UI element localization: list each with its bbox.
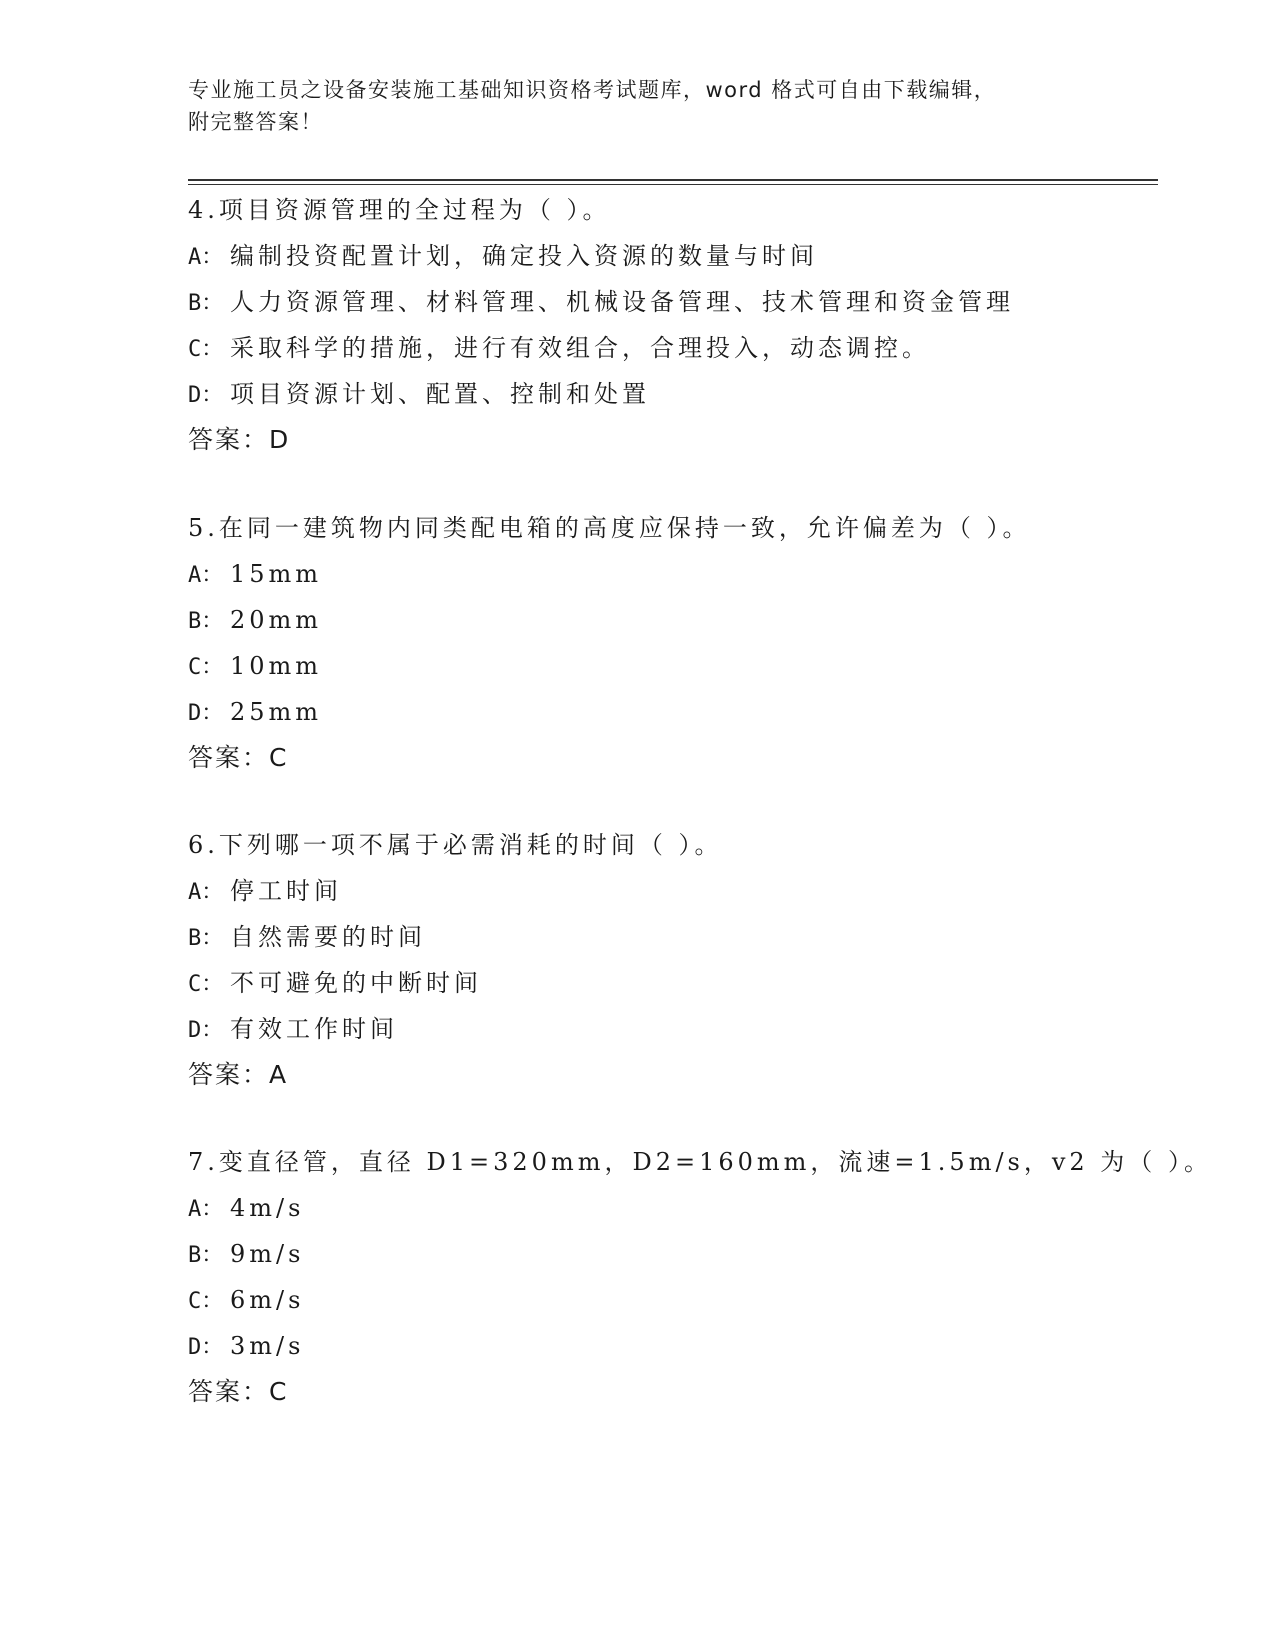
- option-c: [188, 643, 1188, 689]
- option-a: [188, 868, 1188, 914]
- option-letter: B：: [188, 926, 224, 951]
- option-letter: B：: [188, 1243, 224, 1268]
- answer: 答案：A: [188, 1060, 289, 1089]
- option-text: 25mm: [230, 698, 323, 726]
- option-text: 自然需要的时间: [230, 923, 426, 951]
- option-text: 10mm: [230, 652, 323, 680]
- option-letter: C：: [188, 972, 224, 997]
- option-letter: A：: [188, 1197, 224, 1222]
- option-b: [188, 597, 1188, 643]
- option-b: [188, 914, 1188, 960]
- option-d: [188, 689, 1188, 735]
- header-line-2: 附完整答案！: [188, 110, 323, 134]
- option-c: [188, 325, 1188, 371]
- option-a: [188, 551, 1188, 597]
- option-letter: C：: [188, 1289, 224, 1314]
- answer: 答案：C: [188, 1377, 289, 1406]
- question-stem: 4.项目资源管理的全过程为（ ）。: [188, 196, 611, 224]
- option-letter: D：: [188, 701, 224, 726]
- option-text: 20mm: [230, 606, 323, 634]
- option-text: 9m/s: [230, 1240, 305, 1268]
- option-letter: D：: [188, 383, 224, 408]
- option-d: [188, 1006, 1188, 1052]
- question-6: [188, 822, 1188, 1098]
- question-stem: 6.下列哪一项不属于必需消耗的时间（ ）。: [188, 831, 723, 859]
- header-line-1: 专业施工员之设备安装施工基础知识资格考试题库，word 格式可自由下载编辑，: [188, 78, 997, 102]
- answer: 答案：C: [188, 743, 289, 772]
- option-b: [188, 1231, 1188, 1277]
- question-stem: 7.变直径管，直径 D1=320mm，D2=160mm，流速=1.5m/s，v2 为（ ）。: [188, 1148, 1212, 1176]
- option-text: 6m/s: [230, 1286, 305, 1314]
- header-divider: [188, 179, 1158, 185]
- option-letter: D：: [188, 1335, 224, 1360]
- option-text: 人力资源管理、材料管理、机械设备管理、技术管理和资金管理: [230, 288, 1014, 316]
- option-text: 不可避免的中断时间: [230, 969, 482, 997]
- option-c: [188, 960, 1188, 1006]
- option-text: 15mm: [230, 560, 323, 588]
- option-a: [188, 233, 1188, 279]
- option-letter: B：: [188, 291, 224, 316]
- question-5: [188, 505, 1188, 781]
- option-letter: A：: [188, 563, 224, 588]
- option-letter: A：: [188, 245, 224, 270]
- option-text: 4m/s: [230, 1194, 305, 1222]
- question-7: [188, 1139, 1212, 1415]
- option-text: 编制投资配置计划，确定投入资源的数量与时间: [230, 242, 818, 270]
- option-c: [188, 1277, 1188, 1323]
- answer: 答案：D: [188, 425, 291, 454]
- option-d: [188, 1323, 1188, 1369]
- option-letter: C：: [188, 655, 224, 680]
- option-text: 停工时间: [230, 877, 342, 905]
- option-letter: C：: [188, 337, 224, 362]
- option-b: [188, 279, 1188, 325]
- option-text: 采取科学的措施，进行有效组合，合理投入，动态调控。: [230, 334, 930, 362]
- option-text: 3m/s: [230, 1332, 305, 1360]
- option-letter: B：: [188, 609, 224, 634]
- option-letter: D：: [188, 1018, 224, 1043]
- question-4: [188, 187, 1188, 463]
- option-text: 项目资源计划、配置、控制和处置: [230, 380, 650, 408]
- question-stem: 5.在同一建筑物内同类配电箱的高度应保持一致，允许偏差为（ ）。: [188, 514, 1031, 542]
- option-letter: A：: [188, 880, 224, 905]
- option-text: 有效工作时间: [230, 1015, 398, 1043]
- document-header: [188, 74, 1068, 138]
- option-a: [188, 1185, 1188, 1231]
- option-d: [188, 371, 1188, 417]
